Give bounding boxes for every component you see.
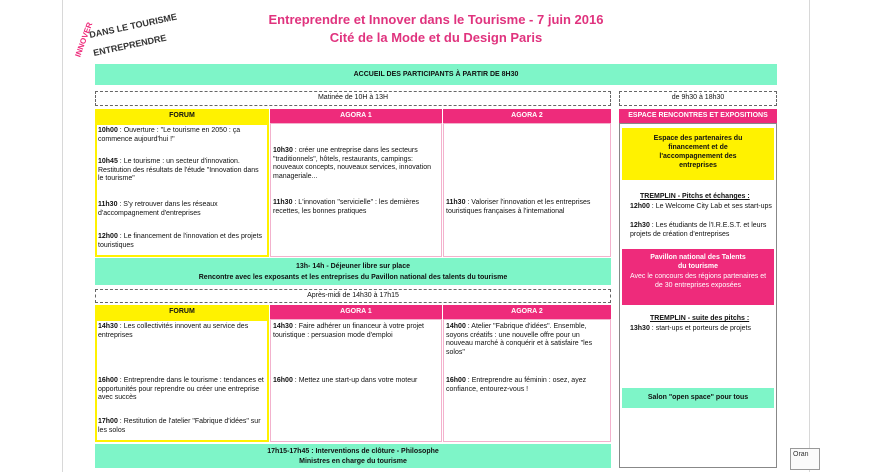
- afternoon-forum-item: 14h30 : Les collectivités innovent au service des entreprises: [98, 323, 249, 339]
- corner-tab[interactable]: Oran: [790, 448, 820, 470]
- pavillon-subtitle: Avec le concours des régions partenaires et de 30 entreprises exposées: [629, 273, 767, 289]
- svg-text:DANS LE TOURISME: DANS LE TOURISME: [88, 11, 178, 40]
- afternoon-agora1-item: 16h00 : Mettez une start-up dans votre moteur: [273, 377, 418, 384]
- expo-header: ESPACE RENCONTRES ET EXPOSITIONS: [619, 109, 777, 123]
- afternoon-agora1-item: 14h30 : Faire adhérer un financeur à votre projet touristique : persuasion mode d'emploi: [273, 323, 424, 339]
- morning-agora2-item: 11h30 : Valoriser l'innovation et les entreprises touristiques françaises à l'international: [446, 199, 591, 215]
- morning-agora1-item: 10h30 : créer une entreprise dans les secteurs "traditionnels", hôtels, restaurants, campings: nouveaux concepts, nouveaux services, innovation manageriale...: [273, 147, 431, 180]
- tremplin2-item: 13h30 : start-ups et porteurs de projets: [630, 325, 752, 332]
- lunch-line1: 13h- 14h - Déjeuner libre sur place: [296, 263, 410, 270]
- afternoon-forum-header: FORUM: [95, 305, 269, 319]
- lunch-line2: Rencontre avec les exposants et les entreprises du Pavillon national des talents du tourisme: [198, 274, 508, 281]
- closing-line2: Ministres en charge du tourisme: [299, 458, 407, 465]
- pavillon-title: Pavillon national des Talents du tourisme: [650, 254, 746, 270]
- closing-line1: 17h15-17h45 : Interventions de clôture - Philosophe: [267, 448, 439, 455]
- afternoon-agora1-header: AGORA 1: [270, 305, 442, 319]
- matinee-label: Matinée de 10H à 13H: [95, 91, 611, 106]
- partners-label: Espace des partenaires du financement et de l'accompagnement des entreprises: [653, 135, 743, 169]
- svg-text:ENTREPRENDRE: ENTREPRENDRE: [92, 32, 168, 58]
- afternoon-forum-item: 16h00 : Entreprendre dans le tourisme : tendances et opportunités pour reprendre ou créer une entreprise avec succès: [98, 377, 264, 401]
- morning-agora2-header: AGORA 2: [443, 109, 611, 123]
- morning-forum-item: 10h00 : Ouverture : "Le tourisme en 2050 : ça commence aujourd'hui !": [98, 127, 241, 143]
- salon-label: Salon "open space" pour tous: [647, 394, 749, 401]
- morning-forum-header: FORUM: [95, 109, 269, 123]
- page-subtitle: Cité de la Mode et du Design Paris: [329, 30, 543, 45]
- morning-forum-item: 11h30 : S'y retrouver dans les réseaux d'accompagnement d'entreprises: [98, 201, 218, 217]
- morning-agora1-cell: [270, 123, 442, 257]
- morning-agora2-cell: [443, 123, 611, 257]
- tremplin1-item: 12h30 : Les étudiants de l'I.R.E.S.T. et leurs projets de création d'entreprises: [630, 222, 767, 238]
- accueil-label: ACCUEIL DES PARTICIPANTS À PARTIR DE 8H30: [353, 71, 519, 78]
- morning-agora1-item: 11h30 : L'innovation "servicielle" : les dernières recettes, les bonnes pratiques: [273, 199, 420, 215]
- afternoon-forum-item: 17h00 : Restitution de l'atelier "Fabrique d'idées" sur les solos: [98, 418, 261, 434]
- apresmidi-label: Après-midi de 14h30 à 17h15: [95, 289, 611, 303]
- tremplin2-title: TREMPLIN - suite des pitchs :: [650, 315, 750, 322]
- morning-forum-item: 10h45 : Le tourisme : un secteur d'innovation. Restitution des résultats de l'étude "Innovation dans le tourisme": [98, 158, 259, 182]
- tremplin1-item: 12h00 : Le Welcome City Lab et ses start-ups: [630, 203, 772, 210]
- expo-hours-label: de 9h30 à 18h30: [619, 91, 777, 106]
- svg-text:INNOVER: INNOVER: [73, 20, 95, 59]
- afternoon-agora2-item: 16h00 : Entreprendre au féminin : osez, ayez confiance, entourez-vous !: [446, 377, 587, 393]
- page-title: Entreprendre et Innover dans le Tourisme - 7 juin 2016: [268, 12, 604, 27]
- morning-agora1-header: AGORA 1: [270, 109, 442, 123]
- afternoon-agora2-item: 14h00 : Atelier "Fabrique d'idées". Ensemble, soyons créatifs : une nouvelle offre pour un nouveau marché à conquérir et à satisfaire "les solos": [446, 323, 593, 356]
- tremplin1-title: TREMPLIN - Pitchs et échanges :: [640, 193, 750, 200]
- morning-forum-item: 12h00 : Le financement de l'innovation et des projets touristiques: [98, 233, 263, 249]
- afternoon-agora2-header: AGORA 2: [443, 305, 611, 319]
